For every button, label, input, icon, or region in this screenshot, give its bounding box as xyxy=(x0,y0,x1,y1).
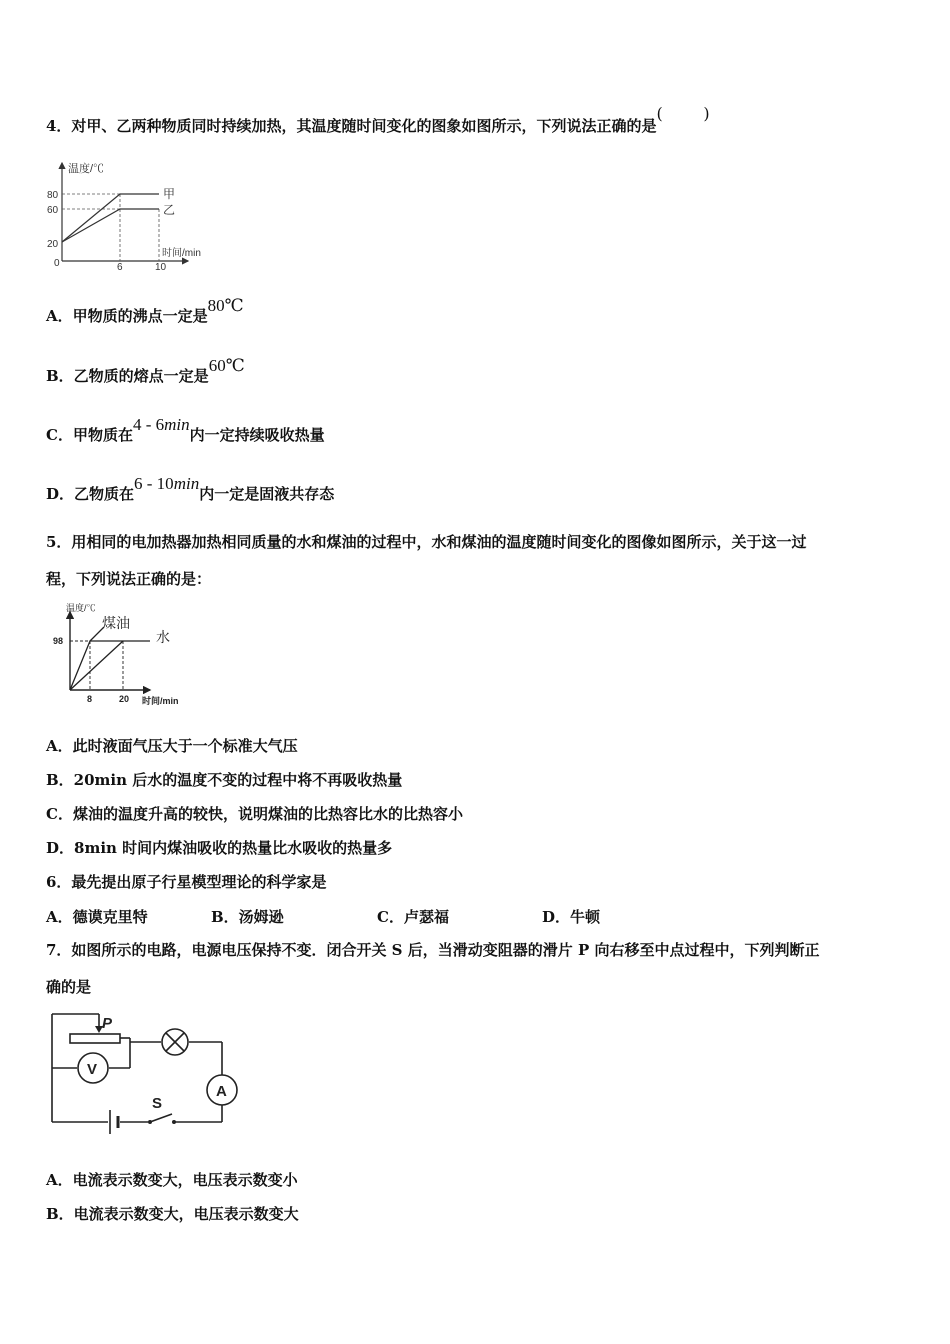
q4-stem xyxy=(46,104,710,136)
q7-circuit-diagram xyxy=(44,1010,244,1145)
q4-option-b[interactable] xyxy=(46,356,245,386)
q4-y-label: 温度/℃ xyxy=(68,163,105,175)
q4-legend-yi: 乙 xyxy=(163,203,176,217)
q5-legend-water: 水 xyxy=(156,629,170,645)
q7-switch xyxy=(150,1114,172,1122)
q4-option-c[interactable] xyxy=(46,415,325,445)
q4-xtick-10: 10 xyxy=(155,262,167,270)
q4-chart xyxy=(38,155,218,270)
q5-option-d[interactable]: D．8min 时间内煤油吸收的热量比水吸收的热量多 xyxy=(46,839,393,857)
q4-option-b-text: B．乙物质的熔点一定是 xyxy=(46,367,209,385)
q4-option-c-math: 4 - 6min xyxy=(132,415,190,434)
q4-x-label: 时间/min xyxy=(162,248,201,259)
q7-ammeter-label: A xyxy=(216,1083,227,1100)
q6-stem: 6．最先提出原子行星模型理论的科学家是 xyxy=(46,873,327,891)
q5-legend-kerosene: 煤油 xyxy=(102,615,130,631)
q7-voltmeter-label: V xyxy=(87,1061,98,1078)
q7-option-b[interactable]: B．电流表示数变大，电压表示数变大 xyxy=(46,1205,299,1223)
q4-ytick-0: 0 xyxy=(54,258,60,269)
q5-option-c[interactable]: C．煤油的温度升高的较快，说明煤油的比热容比水的比热容小 xyxy=(46,805,463,823)
q4-option-c-suffix: 内一定持续吸收热量 xyxy=(189,426,325,444)
q4-option-d-suffix: 内一定是固液共存态 xyxy=(199,485,335,503)
q4-series-yi xyxy=(62,209,159,242)
q4-option-d-math: 6 - 10min xyxy=(134,474,200,493)
q7-slider-label: P xyxy=(102,1015,113,1032)
q6-option-a[interactable]: A．德谟克里特 xyxy=(46,908,148,926)
q7-stem-line2: 确的是 xyxy=(46,978,92,996)
q4-option-b-math: 60℃ xyxy=(208,356,245,375)
q5-y-label: 温度/℃ xyxy=(66,603,96,613)
q4-option-d[interactable] xyxy=(46,474,335,504)
q6-option-b[interactable]: B．汤姆逊 xyxy=(211,908,284,926)
q5-ytick-98: 98 xyxy=(53,636,64,646)
q5-option-b[interactable]: B．20min 后水的温度不变的过程中将不再吸收热量 xyxy=(46,771,403,789)
q4-ytick-20: 20 xyxy=(47,239,59,250)
q6-option-c[interactable]: C．卢瑟福 xyxy=(377,908,449,926)
q4-series-jia xyxy=(62,194,159,242)
q4-ytick-80: 80 xyxy=(47,190,59,201)
q4-stem-text: 4．对甲、乙两种物质同时持续加热，其温度随时间变化的图象如图所示，下列说法正确的是 xyxy=(46,117,657,135)
q4-ytick-60: 60 xyxy=(47,205,59,216)
q4-option-c-text: C．甲物质在 xyxy=(46,426,133,444)
q5-stem-line2: 程，下列说法正确的是： xyxy=(46,570,212,588)
q7-option-a[interactable]: A．电流表示数变大，电压表示数变小 xyxy=(46,1171,298,1189)
q7-stem-line1: 7．如图所示的电路，电源电压保持不变．闭合开关 S 后，当滑动变阻器的滑片 P 向右移至中点过程中，下列判断正 xyxy=(46,941,820,959)
q5-series-water xyxy=(70,641,123,690)
q4-option-a-math: 80℃ xyxy=(207,296,244,315)
q4-option-d-text: D．乙物质在 xyxy=(46,485,135,503)
q6-option-d[interactable]: D．牛顿 xyxy=(542,908,601,926)
q7-switch-label: S xyxy=(152,1095,163,1112)
q5-chart xyxy=(50,600,190,710)
q5-x-label: 时间/min xyxy=(142,696,179,706)
q4-option-a-text: A．甲物质的沸点一定是 xyxy=(46,307,208,325)
q7-rheostat xyxy=(70,1034,120,1043)
q4-legend-jia: 甲 xyxy=(163,187,176,201)
q5-option-a[interactable]: A．此时液面气压大于一个标准大气压 xyxy=(46,737,298,755)
q5-stem-line1: 5．用相同的电加热器加热相同质量的水和煤油的过程中，水和煤油的温度随时间变化的图像如图所示，关于这一过 xyxy=(46,533,807,551)
q4-answer-paren: ( ) xyxy=(656,104,710,123)
q5-xtick-20: 20 xyxy=(119,694,130,704)
q5-xtick-8: 8 xyxy=(87,694,93,704)
q4-xtick-6: 6 xyxy=(117,262,123,270)
q5-series-kerosene xyxy=(70,641,150,690)
q4-option-a[interactable] xyxy=(46,296,244,326)
